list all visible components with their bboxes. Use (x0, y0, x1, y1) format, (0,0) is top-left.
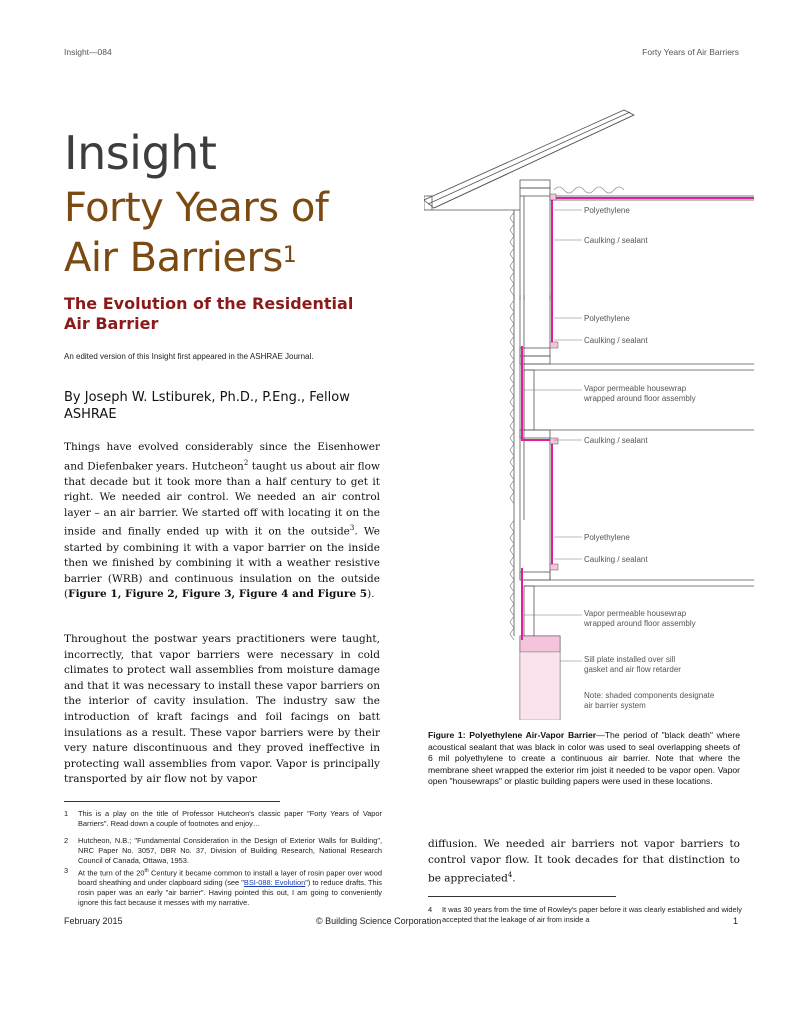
label-note-1: Note: shaded components designate (584, 691, 715, 700)
label-caulking-3: Caulking / sealant (584, 436, 648, 445)
footnote-3: 3 At the turn of the 20th Century it became common to install a layer of rosin paper over wood board sheathing and under clapboard siding (see "BSI-088: Evolution") to reduce drafts. This rosin paper was an early "air barrier". Having pointed this out, I am going to conveniently ignore this fact because it messes with my narrative. (64, 866, 382, 908)
body-paragraph-3: diffusion. We needed air barriers not vapor barriers to control vapor flow. It took decades for that distinction to be appreciated$^4$. (428, 838, 740, 885)
siding-middle (510, 300, 514, 504)
subtitle-line2: Air Barrier (64, 314, 159, 333)
figure-1-caption: Figure 1: Polyethylene Air-Vapor Barrier—The period of "black death" where acoustical sealant that was black in color was used to seal overlapping sheets of 6 mil polyethylene to create a continuous air barrier. Note that where the membrane sheet wrapped the exterior rim joist it needed to be vapor open. Vapor open "housewraps" or plastic building papers were used in these locations. (428, 730, 740, 787)
label-housewrap-1a: Vapor permeable housewrap (584, 384, 687, 393)
label-sill-2: gasket and air flow retarder (584, 665, 681, 674)
label-housewrap-1b: wrapped around floor assembly (584, 394, 696, 403)
bsi-088-link[interactable]: BSI-088: Evolution (243, 878, 306, 888)
footnote-ref-4[interactable]: 4 (507, 871, 513, 880)
article-title-line2: Air Barriers$^1$ (64, 235, 297, 281)
sill-plate-shading (520, 636, 560, 652)
article-subtitle (64, 294, 353, 334)
article-title (64, 183, 328, 283)
article-title-line1: Forty Years of (64, 185, 329, 231)
polyethylene-barrier-middle (522, 300, 556, 520)
label-note-2: air barrier system (584, 701, 646, 710)
label-polyethylene-1: Polyethylene (584, 206, 630, 215)
label-caulking-2: Caulking / sealant (584, 336, 648, 345)
footnote-1: 1 This is a play on the title of Professor Hutcheon's classic paper "Forty Years of Vapor Barriers". Read down a couple of footnotes and enjoy… (64, 809, 382, 828)
page-number: 1 (733, 916, 739, 926)
roof-section (424, 110, 754, 300)
body-paragraph-2: Throughout the postwar years practitioners were taught, incorrectly, that vapor barriers were necessary in cold climates to protect wall assemblies from moisture damage and that it was necessary to install these vapor barriers on the interior of cavity insulation. The industry saw the introduction of kraft facings and foil facings on batt insulations as a result. These vapor barriers were by their very nature discontinuous and they proved ineffective in protecting wall assemblies from vapor. Vapor is principally transported by air flow not by vapor (64, 633, 380, 786)
floor-assembly-middle (514, 295, 754, 520)
series-title: Insight (64, 126, 217, 180)
footnote-ref-3[interactable]: 3 (349, 524, 355, 533)
polyethylene-barrier-upper (552, 198, 754, 300)
label-housewrap-2a: Vapor permeable housewrap (584, 609, 687, 618)
body-paragraph-1: Things have evolved considerably since the Eisenhower and Diefenbaker years. Hutcheon$^2$ taught us about air flow that decade but it took more than a half century to get it right. We needed air control. We needed an air control layer – an air barrier. We started off with locating it on the inside and finally ended up with it on the outside$^3$. We started by combining it with a vapor barrier on the inside then we finished by combining it with a weather resistive barrier (WRB) and continuous insulation on the outside (Figure 1, Figure 2, Figure 3, Figure 4 and Figure 5). (64, 441, 381, 601)
label-caulking-4: Caulking / sealant (584, 555, 648, 564)
footnote-divider-right (428, 896, 616, 897)
title-footnote-ref[interactable]: 1 (282, 243, 297, 268)
footer-date: February 2015 (64, 916, 123, 926)
label-polyethylene-2: Polyethylene (584, 314, 630, 323)
label-polyethylene-3: Polyethylene (584, 533, 630, 542)
author-byline: By Joseph W. Lstiburek, Ph.D., P.Eng., Fellow ASHRAE (64, 390, 350, 422)
footnote-ref-2[interactable]: 2 (243, 458, 249, 467)
running-header-left: Insight—084 (64, 47, 112, 57)
siding-upper (510, 212, 514, 296)
running-header-right: Forty Years of Air Barriers (642, 47, 739, 57)
footnote-divider-left (64, 801, 280, 802)
figure-references[interactable]: Figure 1, Figure 2, Figure 3, Figure 4 and Figure 5 (68, 588, 368, 601)
figure-1-diagram (424, 100, 754, 720)
footnote-2: 2 Hutcheon, N.B.; "Fundamental Consideration in the Design of Exterior Walls for Building", NRC Paper No. 3057, DBR No. 37, Division of Building Research, National Research Council of Canada, Ottawa, 1953. (64, 836, 382, 865)
foundation-shading (520, 652, 560, 720)
subtitle-line1: The Evolution of the Residential (64, 294, 354, 313)
siding-lower (510, 520, 514, 640)
footnote-4: 4 It was 30 years from the time of Rowley's paper before it was clearly established and widely accepted that the leakage of air from inside a (428, 905, 742, 924)
label-housewrap-2b: wrapped around floor assembly (584, 619, 696, 628)
label-sill-1: Sill plate installed over sill (584, 655, 676, 664)
label-caulking-1: Caulking / sealant (584, 236, 648, 245)
footer-copyright: © Building Science Corporation (316, 916, 442, 926)
edited-version-note: An edited version of this Insight first appeared in the ASHRAE Journal. (64, 352, 314, 361)
